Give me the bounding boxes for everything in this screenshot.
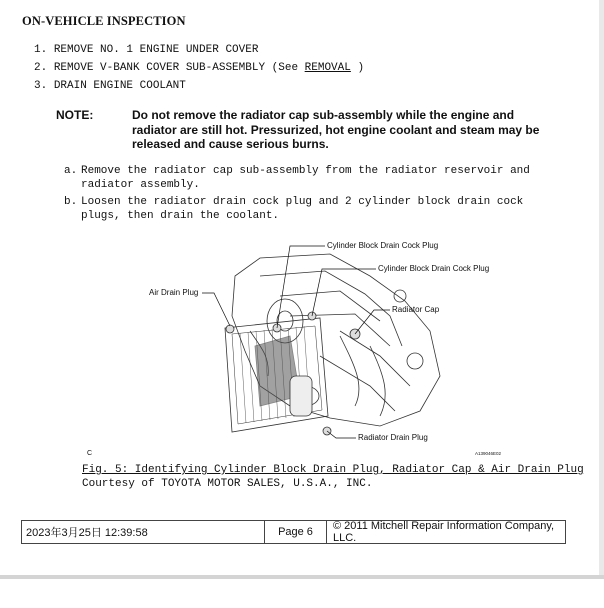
callout-radiator-drain-plug: Radiator Drain Plug [358,433,428,442]
caption-courtesy: Courtesy of TOYOTA MOTOR SALES, U.S.A., INC. [82,477,373,490]
step-text-end: ) [350,62,365,74]
step-number: 1. [34,44,48,56]
callout-cylinder-drain-1: Cylinder Block Drain Cock Plug [327,241,439,250]
substep-letter: a. [64,165,78,177]
step-text: DRAIN ENGINE COOLANT [53,80,186,92]
engine-figure [140,236,510,458]
page-footer [21,520,566,544]
page-divider [0,575,604,579]
leader-drain [327,431,356,438]
step-text: REMOVE NO. 1 ENGINE UNDER COVER [53,44,259,56]
substep-text: Loosen the radiator drain cock plug and 2 cylinder block drain cock plugs, then drain the coolant. [81,196,524,222]
step-item [34,59,364,77]
substep-item [64,195,564,223]
removal-link[interactable]: REMOVAL [304,62,351,74]
substep-letter: b. [64,196,78,208]
leader-air [202,293,230,326]
step-list [34,41,364,95]
note-text: Do not remove the radiator cap sub-assembly while the engine and radiator are still hot. Pressurized, hot engine coolant and steam may be released and cause serious burns. [132,108,540,151]
substep-item [64,164,564,192]
footer-copyright: © 2011 Mitchell Repair Information Company, LLC. [333,520,555,544]
coolant-reservoir [290,376,312,416]
air-drain-plug-shape [226,325,234,333]
step-item [34,77,364,95]
note-label: NOTE: [56,108,94,122]
engine-hose [340,336,385,416]
caption-title: Fig. 5: Identifying Cylinder Block Drain Plug, Radiator Cap & Air Drain Plug [82,464,584,476]
figure-caption [82,464,584,491]
callout-cylinder-drain-2: Cylinder Block Drain Cock Plug [378,264,490,273]
figure-id: A139046E02 [475,451,502,456]
callout-air-drain-plug: Air Drain Plug [149,288,199,297]
step-item [34,41,364,59]
section-heading: ON-VEHICLE INSPECTION [22,14,186,28]
step-text: REMOVE V-BANK COVER SUB-ASSEMBLY (See [53,62,305,74]
engine-part [407,353,423,369]
engine-part [394,290,406,302]
substep-text: Remove the radiator cap sub-assembly from the radiator reservoir and radiator assembly. [81,165,530,191]
vertical-scrollbar[interactable] [599,0,604,575]
step-number: 3. [34,80,48,92]
footer-date: 2023年3月25日 12:39:58 [22,521,265,543]
figure-corner-letter: C [87,450,93,457]
footer-page-number: Page 6 [265,521,327,543]
callout-radiator-cap: Radiator Cap [392,305,440,314]
step-number: 2. [34,62,48,74]
